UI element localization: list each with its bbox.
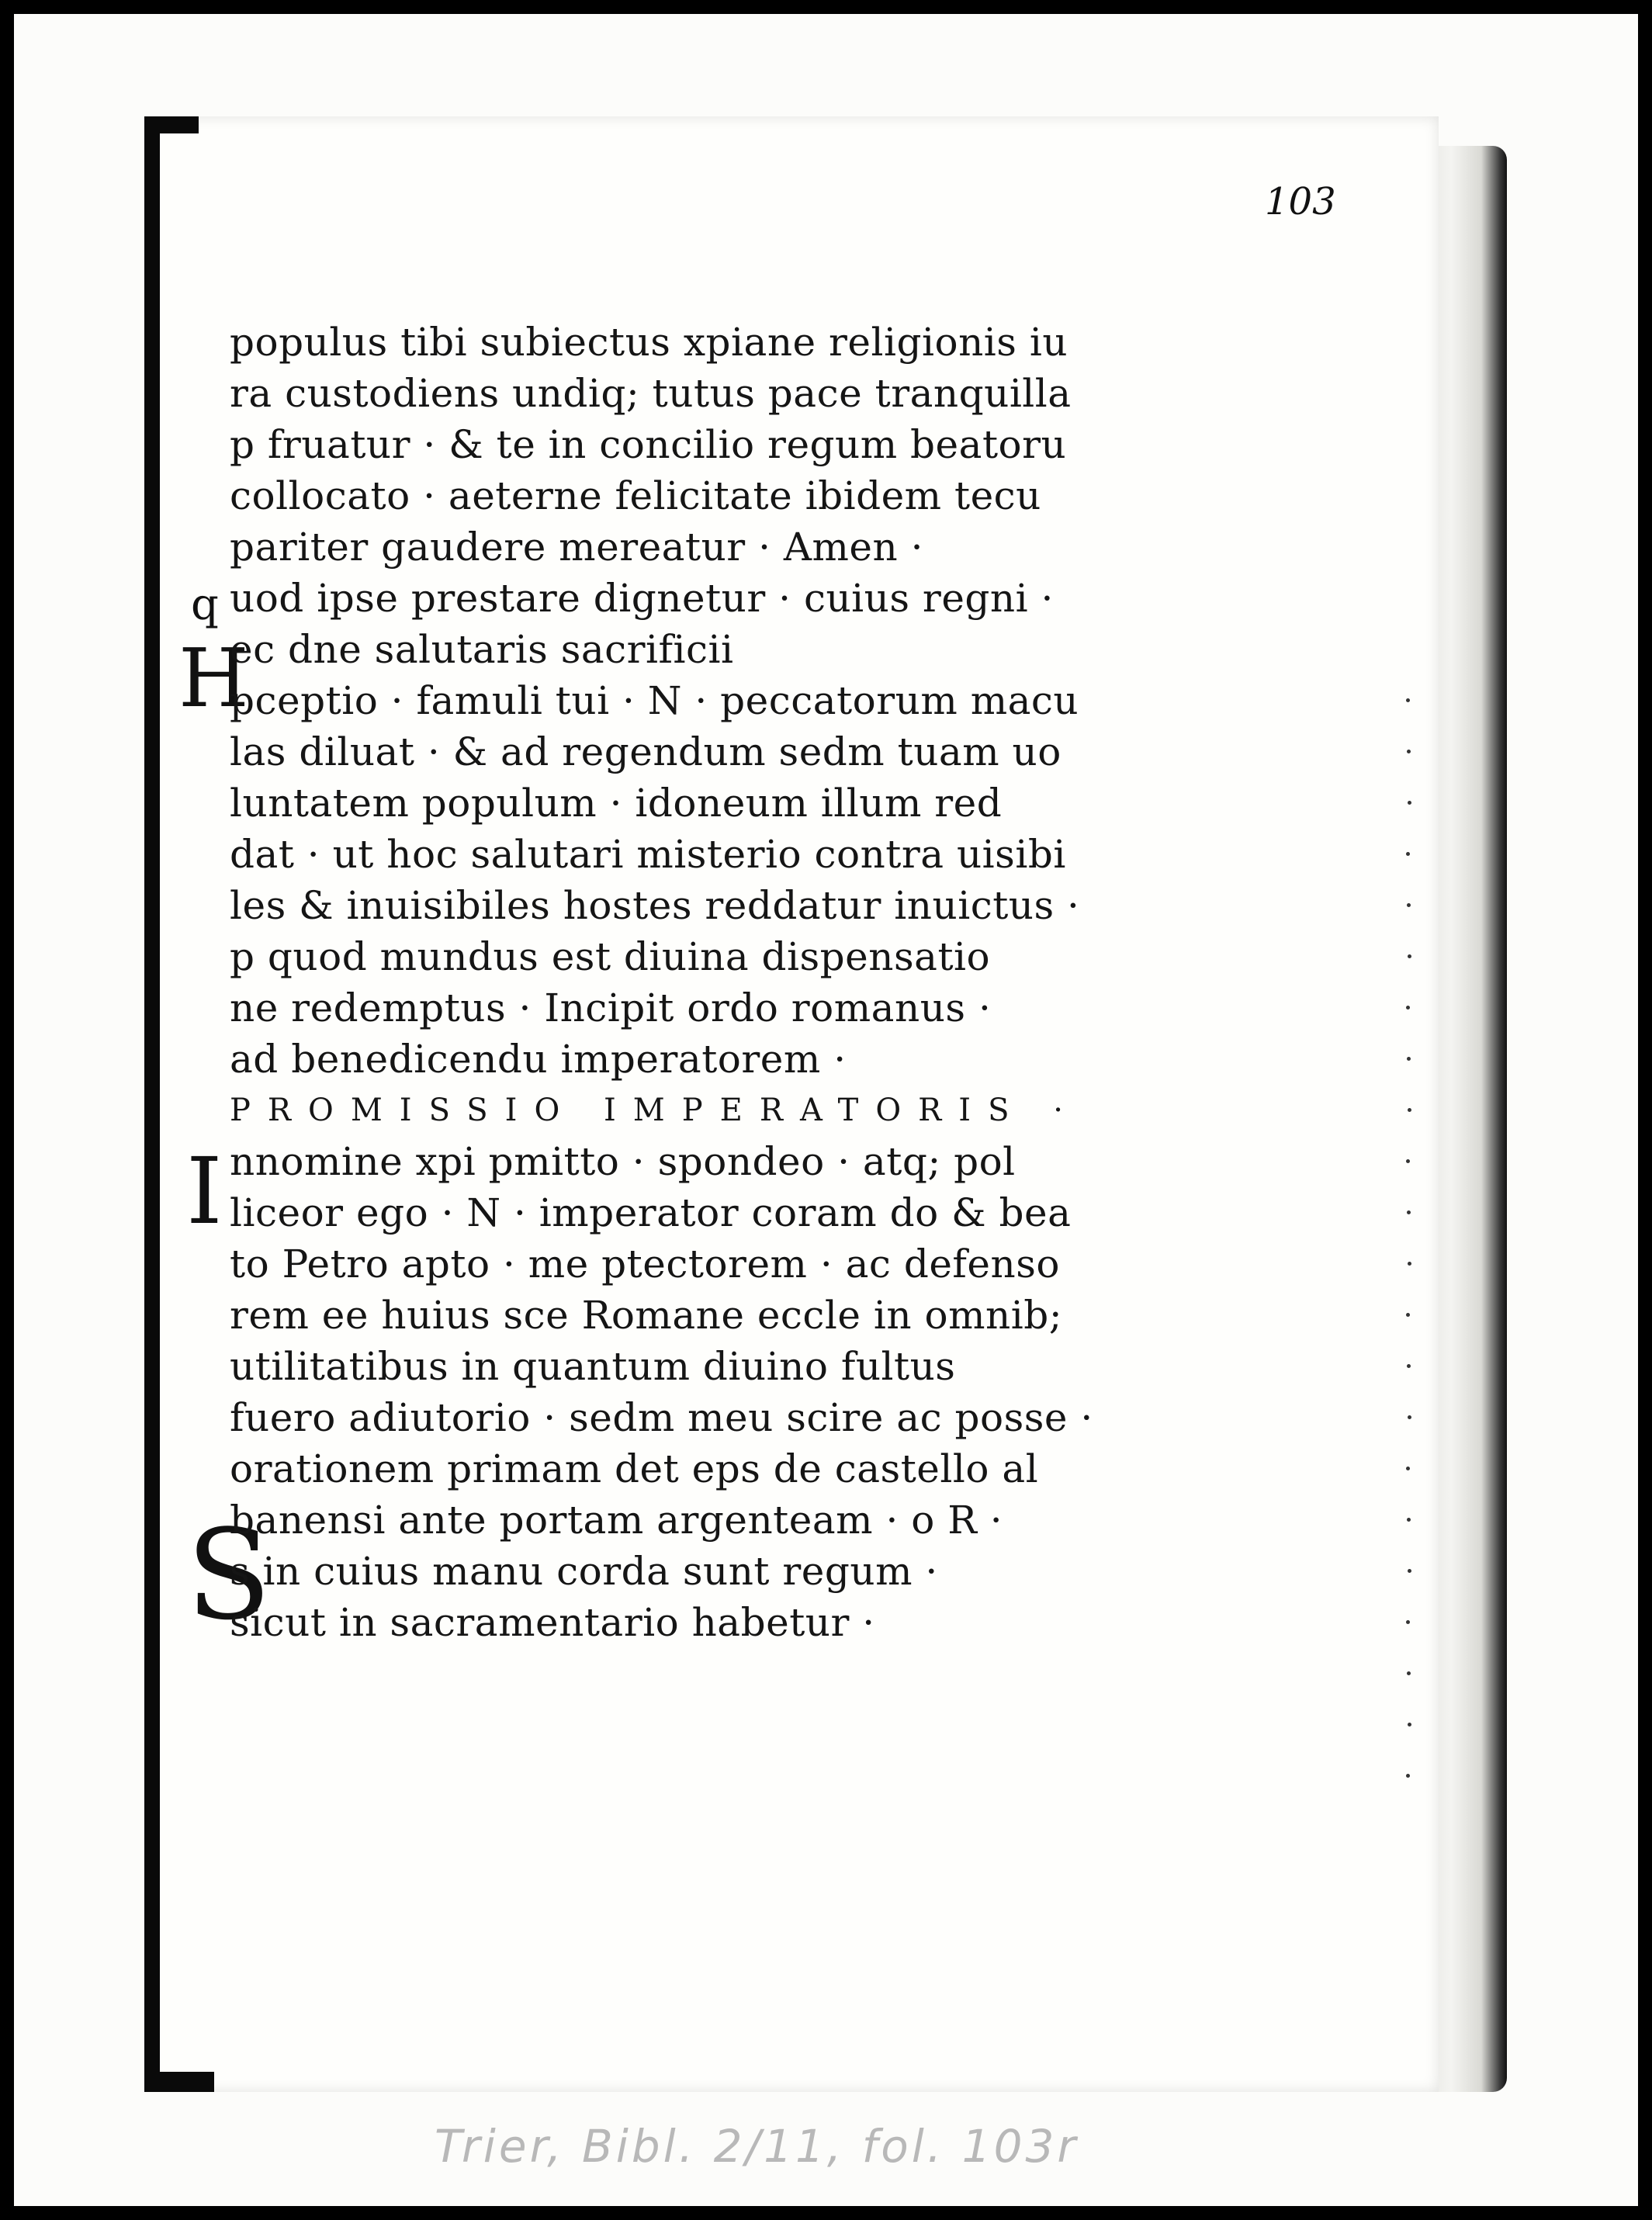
prick-mark bbox=[1408, 1262, 1411, 1266]
guide-letter-q: q bbox=[191, 580, 219, 630]
text-line: banensi ante portam argenteam · o R · bbox=[230, 1498, 1003, 1543]
prick-mark bbox=[1407, 1210, 1411, 1214]
text-line: pariter gaudere mereatur · Amen · bbox=[230, 525, 923, 570]
rubric-heading: PROMISSIO IMPERATORIS · bbox=[230, 1093, 1080, 1128]
prick-mark bbox=[1406, 1620, 1410, 1624]
text-line: dat · ut hoc salutari misterio contra uisibi bbox=[230, 832, 1066, 877]
page-binding-edge bbox=[144, 116, 160, 2092]
prick-mark bbox=[1406, 1159, 1410, 1163]
text-line: sicut in sacramentario habetur · bbox=[230, 1600, 875, 1645]
prick-mark bbox=[1407, 1057, 1411, 1061]
text-line: to Petro apto · me ptectorem · ac defenso bbox=[230, 1242, 1060, 1287]
prick-mark bbox=[1406, 1006, 1410, 1010]
prick-mark bbox=[1408, 954, 1411, 958]
prick-mark bbox=[1406, 1467, 1410, 1470]
text-line: pceptio · famuli tui · N · peccatorum macu bbox=[230, 678, 1079, 723]
prick-mark bbox=[1408, 801, 1411, 805]
drop-initial-i: I bbox=[186, 1138, 223, 1245]
prick-mark bbox=[1406, 1313, 1410, 1317]
text-line: uod ipse prestare dignetur · cuius regni · bbox=[230, 576, 1054, 621]
text-line: ne redemptus · Incipit ordo romanus · bbox=[230, 985, 992, 1030]
text-line: les & inuisibiles hostes reddatur inuictus · bbox=[230, 883, 1080, 928]
text-line: ra custodiens undiq; tutus pace tranquilla bbox=[230, 371, 1072, 416]
manuscript-text-block bbox=[230, 317, 1099, 1648]
text-line: fuero adiutorio · sedm meu scire ac posse · bbox=[230, 1395, 1093, 1440]
text-line: ec dne salutaris sacrificii bbox=[230, 627, 734, 672]
text-line: las diluat · & ad regendum sedm tuam uo bbox=[230, 729, 1062, 774]
page-corner-top bbox=[144, 116, 199, 133]
prick-mark bbox=[1407, 1364, 1411, 1368]
text-line: p quod mundus est diuina dispensatio bbox=[230, 934, 991, 979]
prick-mark bbox=[1406, 1774, 1410, 1778]
prick-mark bbox=[1408, 1723, 1411, 1726]
prick-mark bbox=[1407, 903, 1411, 907]
prick-mark bbox=[1408, 1108, 1411, 1112]
text-line: populus tibi subiectus xpiane religionis iu bbox=[230, 320, 1068, 365]
prick-mark bbox=[1406, 852, 1410, 856]
prick-mark bbox=[1408, 1569, 1411, 1573]
text-line: nnomine xpi pmitto · spondeo · atq; pol bbox=[230, 1139, 1016, 1184]
text-line: liceor ego · N · imperator coram do & bea bbox=[230, 1190, 1072, 1235]
text-line: luntatem populum · idoneum illum red bbox=[230, 781, 1003, 826]
archive-caption: Trier, Bibl. 2/11, fol. 103r bbox=[435, 2120, 1079, 2173]
text-line: orationem primam det eps de castello al bbox=[230, 1446, 1039, 1491]
text-line: ad benedicendu imperatorem · bbox=[230, 1037, 847, 1082]
page-corner-bottom bbox=[144, 2072, 214, 2092]
folio-number: 103 bbox=[1265, 180, 1336, 223]
prick-mark bbox=[1407, 1518, 1411, 1522]
text-line: collocato · aeterne felicitate ibidem tecu bbox=[230, 473, 1041, 518]
text-line: s in cuius manu corda sunt regum · bbox=[230, 1549, 938, 1594]
prick-mark bbox=[1408, 1415, 1411, 1419]
prick-mark bbox=[1406, 698, 1410, 702]
text-line: p fruatur · & te in concilio regum beatoru bbox=[230, 422, 1067, 467]
drop-initial-s: S bbox=[186, 1502, 272, 1647]
text-line: rem ee huius sce Romane eccle in omnib; bbox=[230, 1293, 1063, 1338]
drop-initial-h: H bbox=[178, 631, 249, 726]
prick-mark bbox=[1407, 750, 1411, 753]
prick-mark bbox=[1407, 1671, 1411, 1675]
text-line: utilitatibus in quantum diuino fultus bbox=[230, 1344, 956, 1389]
